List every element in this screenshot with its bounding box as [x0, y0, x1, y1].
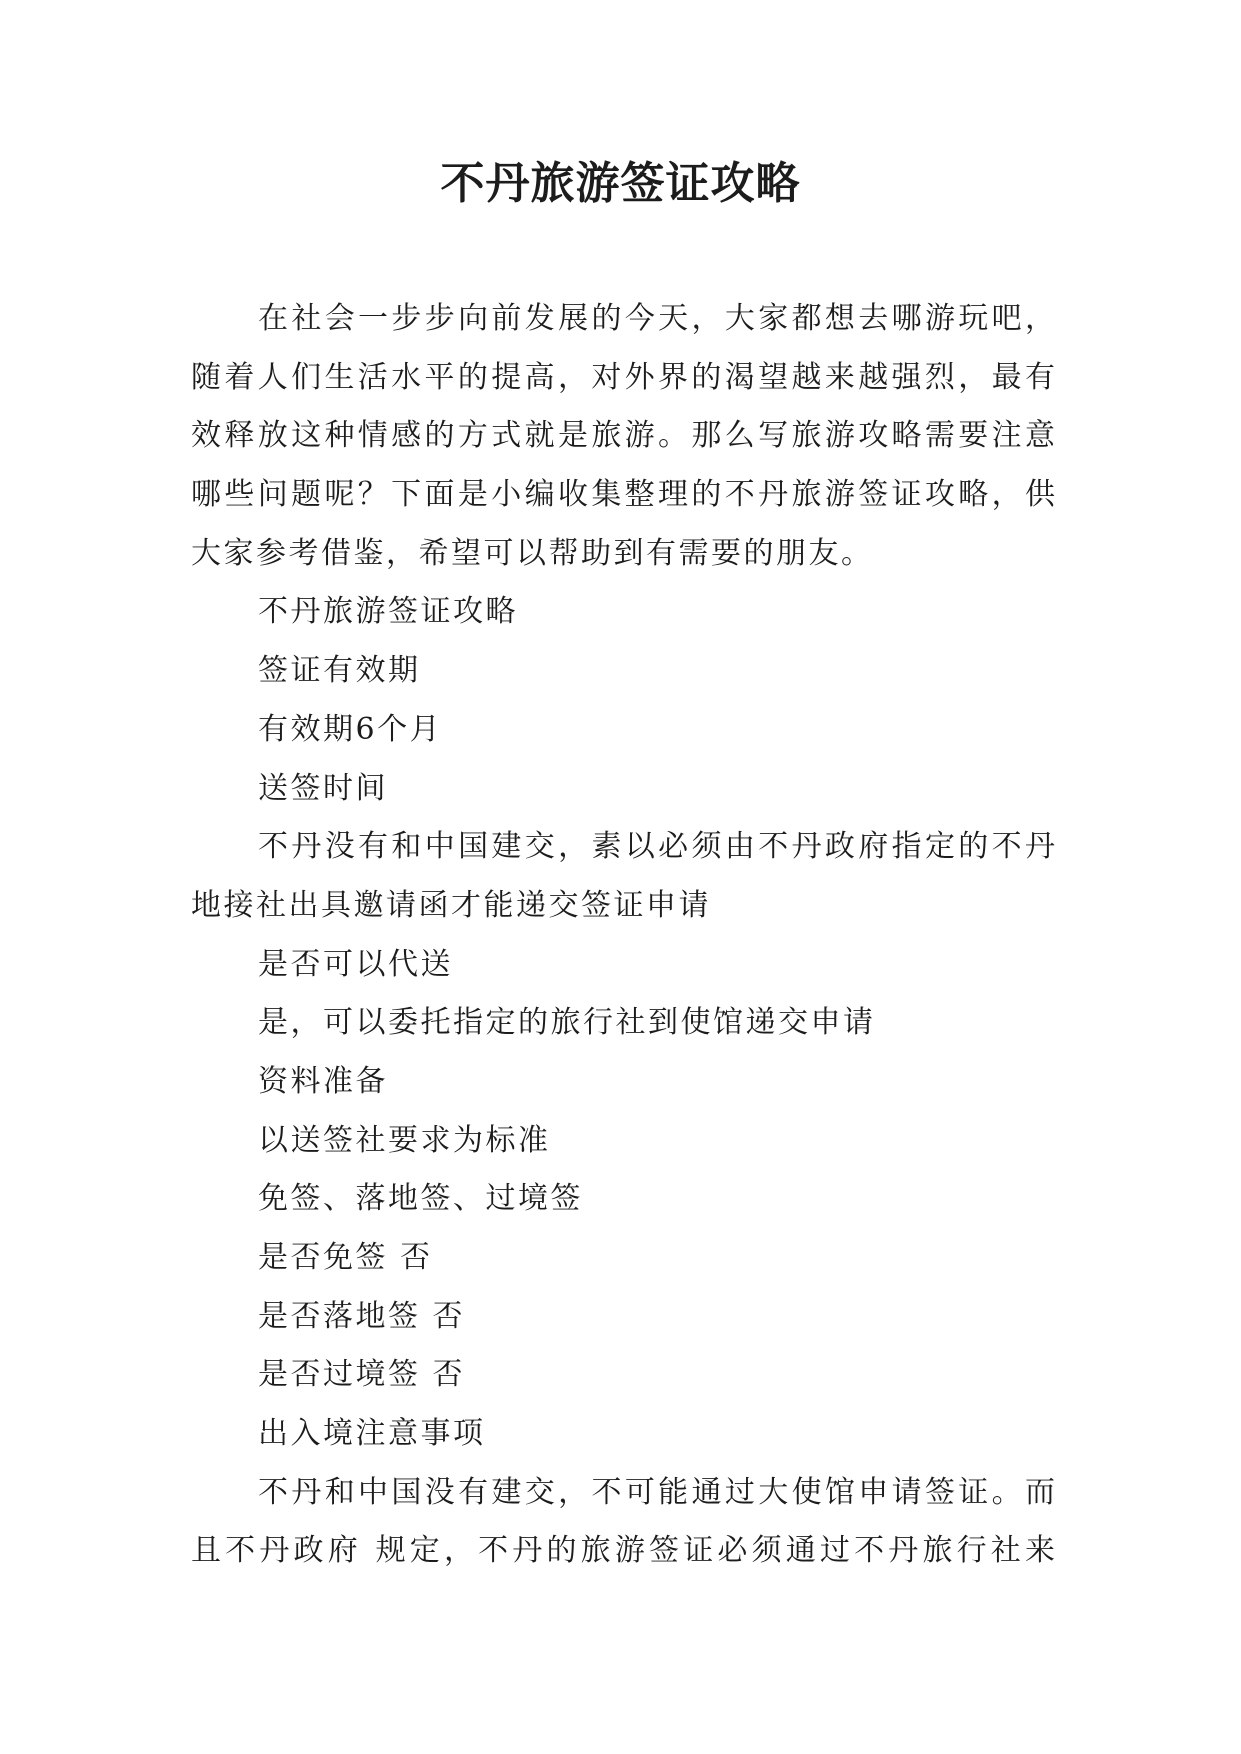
text-line: 在社会一步步向前发展的今天，大家都想去哪游玩吧， [258, 301, 1056, 336]
text-line: 效释放这种情感的方式就是旅游。那么写旅游攻略需要注意 [191, 418, 1056, 454]
text-line: 以送签社要求为标准 [258, 1122, 551, 1158]
body-paragraph [191, 994, 1056, 1053]
body-paragraph [191, 1112, 1056, 1171]
text-line: 签证有效期 [258, 653, 421, 689]
text-line: 大家参考借鉴，希望可以帮助到有需要的朋友。 [191, 535, 874, 571]
text-line: 免签、落地签、过境签 [258, 1181, 583, 1217]
body-paragraph [191, 1170, 1056, 1229]
text-line: 随着人们生活水平的提高，对外界的渴望越来越强烈，最有 [191, 359, 1056, 395]
text-line: 是否免签 否 [258, 1240, 433, 1275]
body-paragraph [191, 936, 1056, 995]
text-line: 不丹和中国没有建交，不可能通过大使馆申请签证。而 [258, 1474, 1056, 1510]
text-line: 是否落地签 否 [258, 1298, 466, 1334]
body-paragraph [191, 1405, 1056, 1464]
document-body [191, 290, 1056, 1581]
text-line: 不丹没有和中国建交，素以必须由不丹政府指定的不丹 [258, 829, 1056, 865]
text-line: 送签时间 [258, 770, 388, 806]
body-paragraph [191, 290, 1056, 583]
body-paragraph [191, 818, 1056, 935]
body-paragraph [191, 1288, 1056, 1347]
body-paragraph [191, 1053, 1056, 1112]
text-line: 是否可以代送 [258, 946, 453, 982]
text-line: 出入境注意事项 [258, 1416, 486, 1452]
text-line: 地接社出具邀请函才能递交签证申请 [191, 887, 711, 923]
text-line: 资料准备 [258, 1063, 388, 1099]
body-paragraph [191, 760, 1056, 819]
text-line: 是否过境签 否 [258, 1357, 466, 1393]
text-line: 且不丹政府 规定，不丹的旅游签证必须通过不丹旅行社来 [191, 1533, 1056, 1569]
body-paragraph [191, 701, 1056, 760]
text-line: 哪些问题呢？下面是小编收集整理的不丹旅游签证攻略，供 [191, 477, 1056, 513]
page-title: 不丹旅游签证攻略 [440, 158, 801, 209]
body-paragraph [191, 1229, 1056, 1288]
text-line: 有效期6个月 [258, 711, 443, 747]
body-paragraph [191, 1464, 1056, 1581]
text-line: 是，可以委托指定的旅行社到使馆递交申请 [258, 1005, 876, 1041]
body-paragraph [191, 583, 1056, 642]
text-line: 不丹旅游签证攻略 [258, 594, 518, 630]
body-paragraph [191, 642, 1056, 701]
body-paragraph [191, 1346, 1056, 1405]
